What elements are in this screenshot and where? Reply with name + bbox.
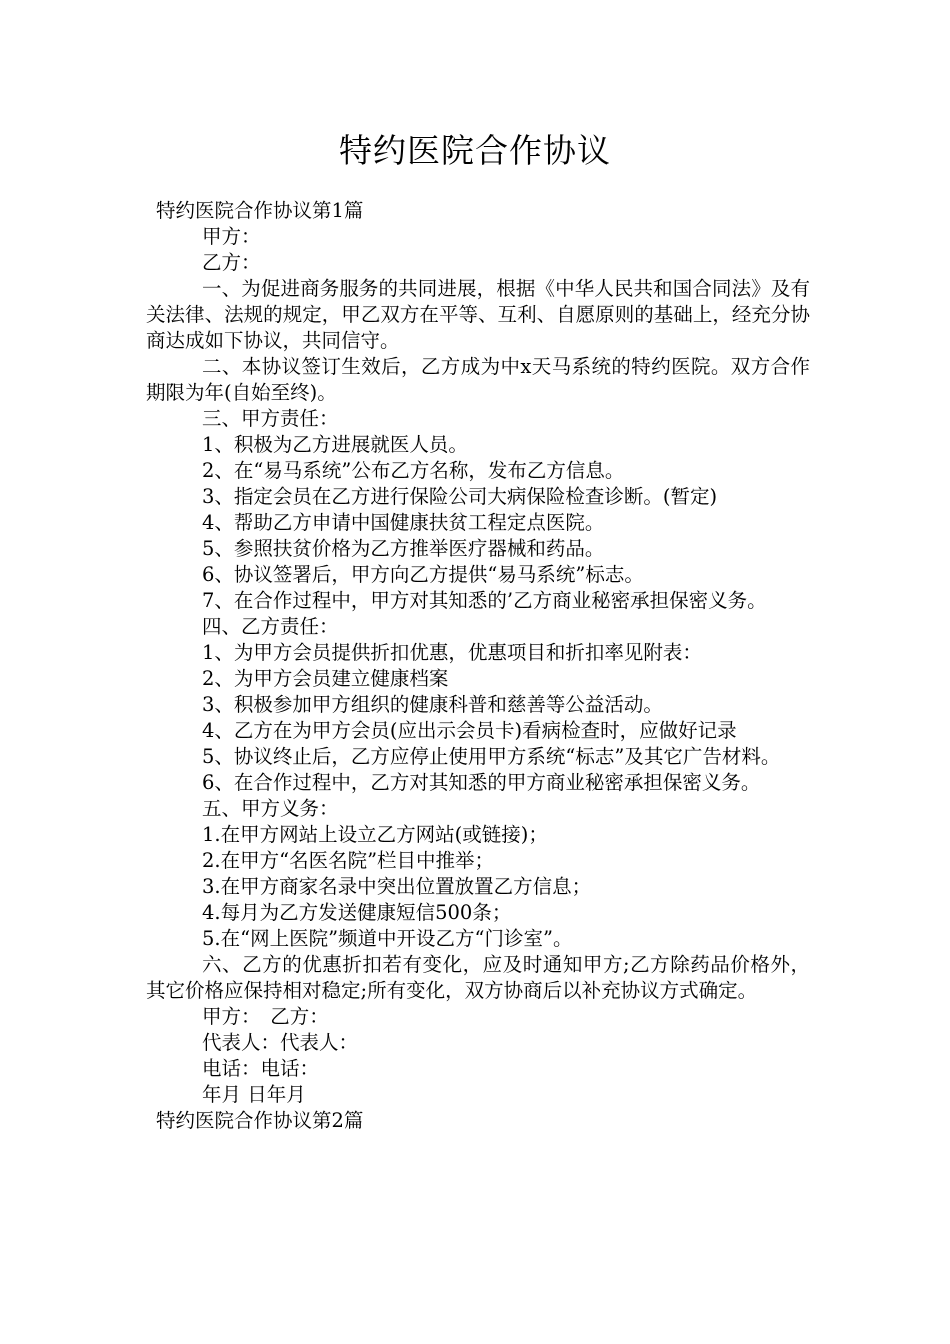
clause-5-item: 2.在甲方“名医名院”栏目中推举； bbox=[202, 849, 495, 872]
section-heading: 特约医院合作协议第1篇 bbox=[156, 199, 364, 222]
clause-5-item: 1.在甲方网站上设立乙方网站(或链接)； bbox=[202, 823, 548, 846]
signature-parties: 甲方： 乙方： bbox=[202, 1005, 329, 1028]
clause-3-item: 7、在合作过程中，甲方对其知悉的’乙方商业秘密承担保密义务。 bbox=[202, 589, 767, 612]
clause-3-item: 1、积极为乙方进展就医人员。 bbox=[202, 433, 468, 456]
signature-phones: 电话：电话： bbox=[202, 1057, 320, 1080]
clause-4-item: 4、乙方在为甲方会员(应出示会员卡)看病检查时，应做好记录 bbox=[202, 719, 737, 742]
clause-4-item: 2、为甲方会员建立健康档案 bbox=[202, 667, 449, 690]
clause-5-item: 5.在“网上医院”频道中开设乙方“门诊室”。 bbox=[202, 927, 573, 950]
clause-5-item: 4.每月为乙方发送健康短信500条； bbox=[202, 901, 512, 924]
clause-6: 六、乙方的优惠折扣若有变化，应及时通知甲方;乙方除药品价格外，其它价格应保持相对稳定;所有变化，双方协商后以补充协议方式确定。 bbox=[146, 953, 810, 1002]
document-body bbox=[146, 198, 810, 1134]
document-title: 特约医院合作协议 bbox=[339, 131, 611, 170]
signature-representatives: 代表人：代表人： bbox=[202, 1031, 359, 1054]
section-heading: 特约医院合作协议第2篇 bbox=[156, 1109, 364, 1132]
clause-5-item: 3.在甲方商家名录中突出位置放置乙方信息； bbox=[202, 875, 592, 898]
signature-dates: 年月 日年月 bbox=[202, 1083, 306, 1106]
clause-4-item: 1、为甲方会员提供折扣优惠，优惠项目和折扣率见附表： bbox=[202, 641, 702, 664]
clause-3-item: 5、参照扶贫价格为乙方推举医疗器械和药品。 bbox=[202, 537, 605, 560]
clause-3-item: 3、指定会员在乙方进行保险公司大病保险检查诊断。(暂定) bbox=[202, 485, 718, 508]
clause-4-item: 6、在合作过程中，乙方对其知悉的甲方商业秘密承担保密义务。 bbox=[202, 771, 761, 794]
party-b-line: 乙方： bbox=[202, 251, 261, 274]
clause-3-item: 4、帮助乙方申请中国健康扶贫工程定点医院。 bbox=[202, 511, 605, 534]
clause-4-item: 5、协议终止后，乙方应停止使用甲方系统“标志”及其它广告材料。 bbox=[202, 745, 781, 768]
clause-3-item: 2、在“易马系统”公布乙方名称，发布乙方信息。 bbox=[202, 459, 625, 482]
clause-4-item: 3、积极参加甲方组织的健康科普和慈善等公益活动。 bbox=[202, 693, 663, 716]
party-a-line: 甲方： bbox=[202, 225, 261, 248]
clause-3-item: 6、协议签署后，甲方向乙方提供“易马系统”标志。 bbox=[202, 563, 644, 586]
clause-2: 二、本协议签订生效后，乙方成为中x天马系统的特约医院。双方合作期限为年(自始至终)。 bbox=[146, 355, 810, 404]
clause-5-heading: 五、甲方义务： bbox=[202, 797, 339, 820]
clause-3-heading: 三、甲方责任： bbox=[202, 407, 339, 430]
clause-1: 一、为促进商务服务的共同进展，根据《中华人民共和国合同法》及有关法律、法规的规定，甲乙双方在平等、互利、自愿原则的基础上，经充分协商达成如下协议，共同信守。 bbox=[146, 277, 810, 352]
clause-4-heading: 四、乙方责任： bbox=[202, 615, 339, 638]
